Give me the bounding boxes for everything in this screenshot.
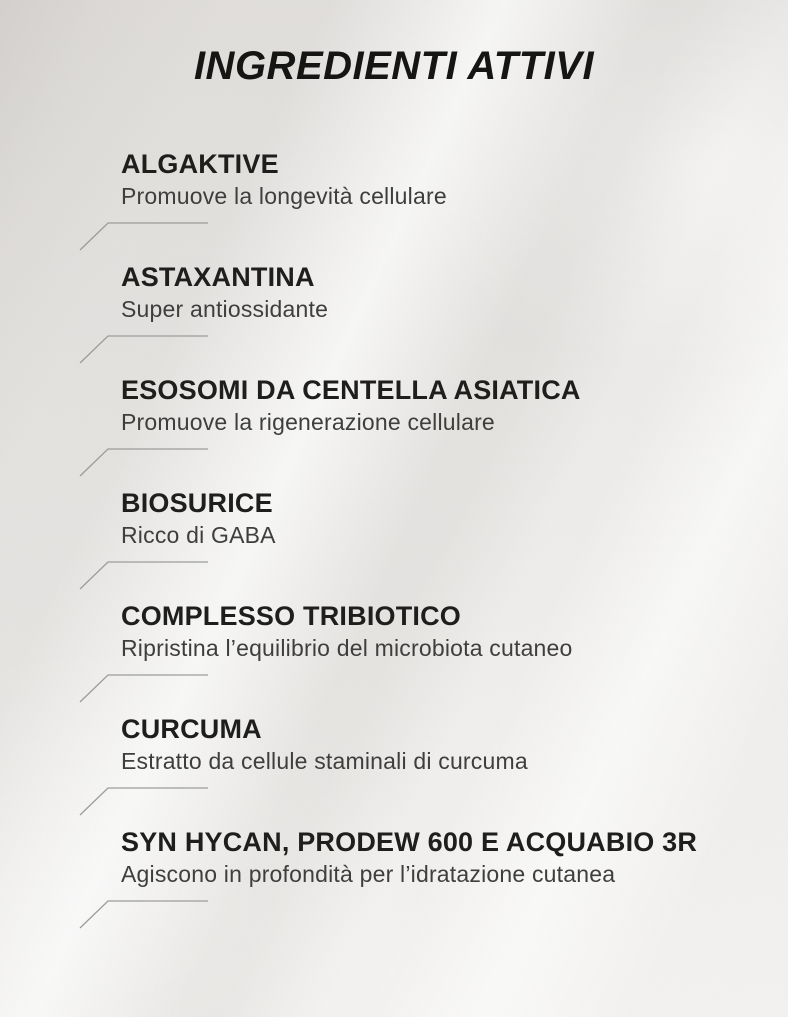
divider-line-icon — [79, 222, 209, 251]
ingredient-name: ESOSOMI DA CENTELLA ASIATICA — [121, 375, 581, 405]
ingredient-name: ALGAKTIVE — [121, 149, 279, 179]
ingredient-item — [121, 260, 748, 364]
ingredient-item — [121, 373, 748, 477]
ingredient-name: CURCUMA — [121, 714, 262, 744]
ingredient-item — [121, 147, 748, 251]
ingredient-item — [121, 486, 748, 590]
ingredient-description: Ricco di GABA — [121, 522, 276, 548]
ingredient-description: Promuove la rigenerazione cellulare — [121, 409, 495, 435]
divider-line-icon — [79, 900, 209, 929]
ingredient-description: Ripristina l’equilibrio del microbiota cutaneo — [121, 635, 573, 661]
ingredients-list — [121, 147, 748, 929]
divider-line-icon — [79, 448, 209, 477]
ingredient-description: Super antiossidante — [121, 296, 329, 322]
ingredient-description: Estratto da cellule staminali di curcuma — [121, 748, 528, 774]
ingredient-description: Agiscono in profondità per l’idratazione cutanea — [121, 861, 616, 887]
ingredient-item — [121, 599, 748, 703]
divider-line-icon — [79, 335, 209, 364]
ingredient-description: Promuove la longevità cellulare — [121, 183, 447, 209]
divider-line-icon — [79, 561, 209, 590]
ingredient-name: BIOSURICE — [121, 488, 273, 518]
ingredient-item — [121, 712, 748, 816]
ingredient-item — [121, 825, 748, 929]
ingredient-name: COMPLESSO TRIBIOTICO — [121, 601, 462, 631]
ingredient-name: SYN HYCAN, PRODEW 600 E ACQUABIO 3R — [121, 827, 698, 857]
page-title: INGREDIENTI ATTIVI — [193, 44, 595, 88]
ingredient-name: ASTAXANTINA — [121, 262, 315, 292]
divider-line-icon — [79, 787, 209, 816]
divider-line-icon — [79, 674, 209, 703]
